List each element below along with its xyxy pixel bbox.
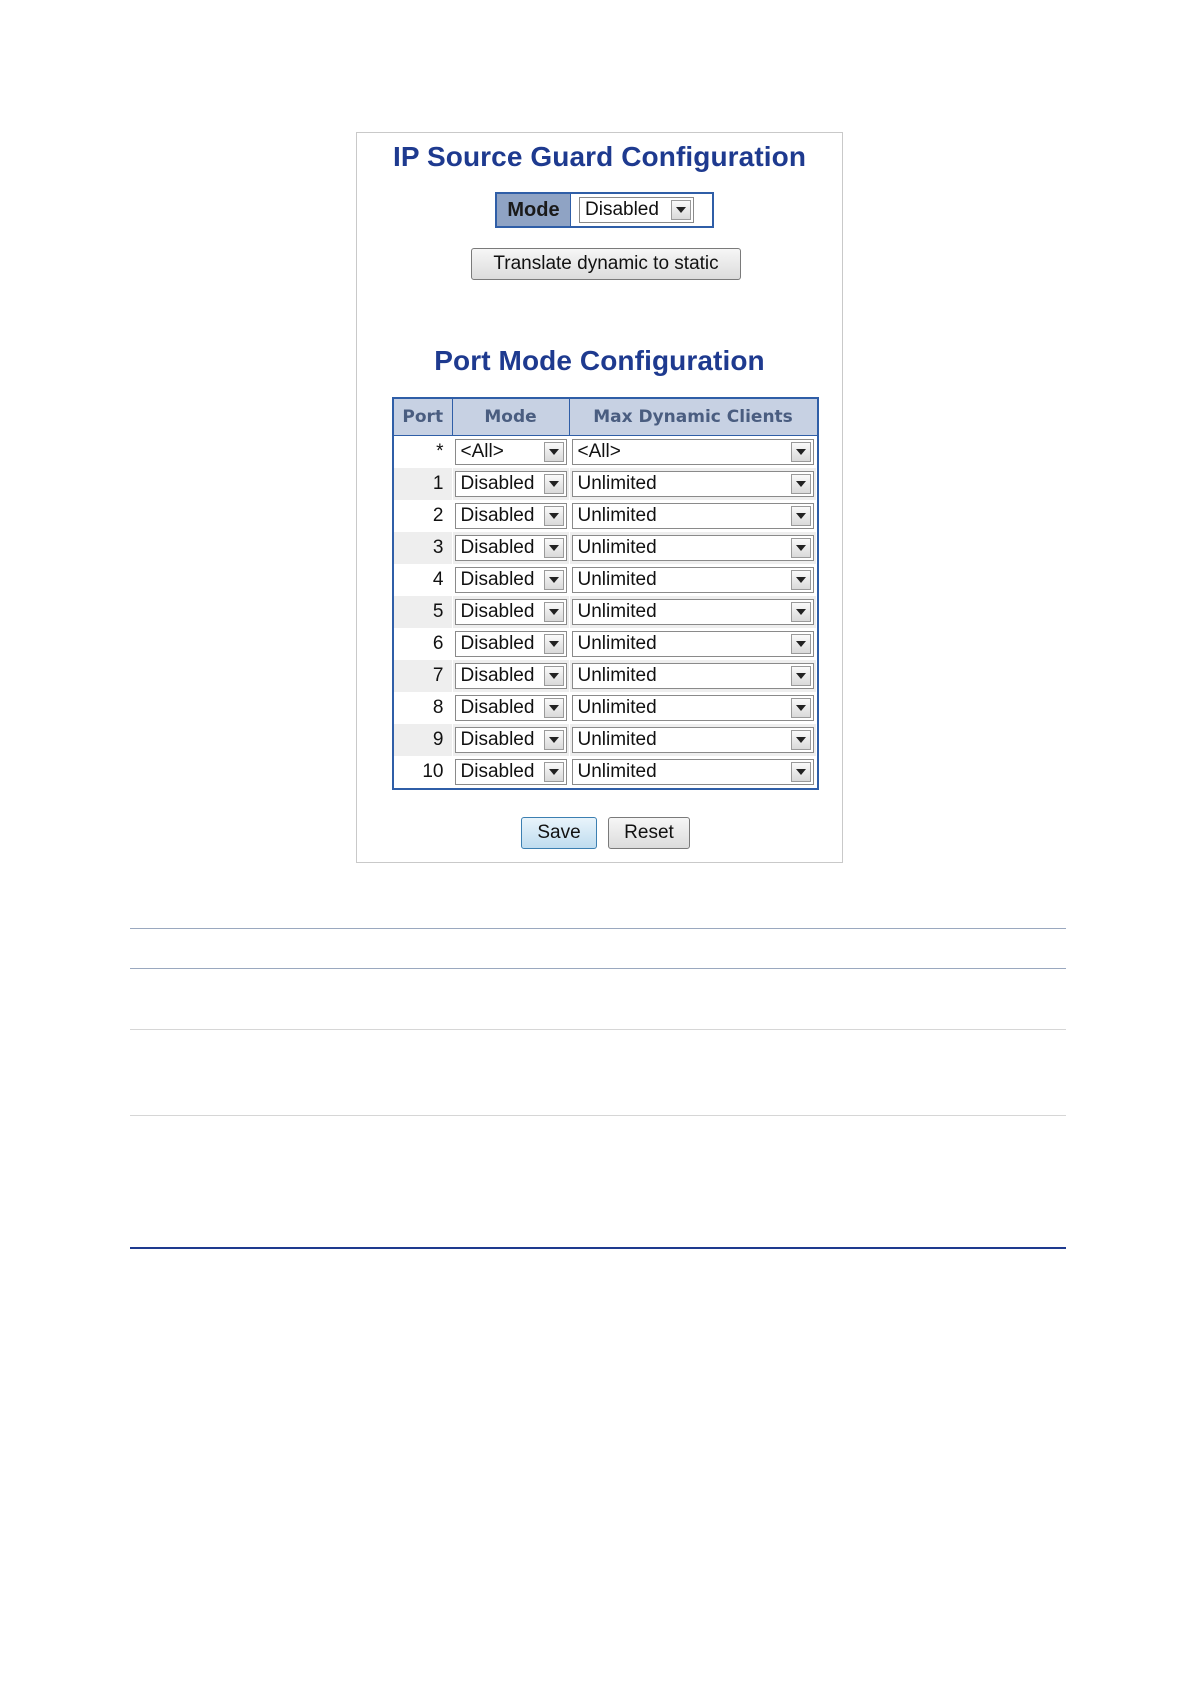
mode-select-value: Disabled <box>585 199 659 220</box>
port-cell: 8 <box>394 692 452 724</box>
page-title: IP Source Guard Configuration <box>392 141 807 172</box>
table-row <box>394 436 817 469</box>
max-clients-cell <box>569 532 817 564</box>
chevron-down-icon[interactable] <box>544 570 564 590</box>
chevron-down-icon[interactable] <box>544 474 564 494</box>
mode-cell <box>452 468 569 500</box>
chevron-down-icon[interactable] <box>544 442 564 462</box>
max-clients-cell <box>569 468 817 500</box>
mode-cell <box>452 532 569 564</box>
mode-cell <box>452 756 569 788</box>
max-dynamic-clients-value: Unlimited <box>577 473 657 494</box>
chevron-down-icon[interactable] <box>544 634 564 654</box>
port-cell: 6 <box>394 628 452 660</box>
port-mode-value: Disabled <box>460 601 535 622</box>
port-cell: 3 <box>394 532 452 564</box>
chevron-down-icon[interactable] <box>791 602 811 622</box>
port-mode-value: Disabled <box>460 569 535 590</box>
max-dynamic-clients-select[interactable] <box>572 663 815 689</box>
divider-line <box>130 1247 1066 1249</box>
table-row <box>394 596 817 628</box>
divider-line <box>130 1029 1066 1030</box>
table-row <box>394 564 817 596</box>
port-mode-select[interactable] <box>455 535 567 561</box>
mode-cell <box>452 660 569 692</box>
chevron-down-icon[interactable] <box>791 474 811 494</box>
max-clients-cell <box>569 564 817 596</box>
port-mode-select[interactable] <box>455 567 567 593</box>
port-mode-select[interactable] <box>455 503 567 529</box>
mode-cell <box>452 436 569 469</box>
port-cell: 1 <box>394 468 452 500</box>
max-dynamic-clients-select[interactable] <box>572 759 815 785</box>
max-clients-cell <box>569 756 817 788</box>
max-dynamic-clients-select[interactable] <box>572 535 815 561</box>
chevron-down-icon[interactable] <box>791 634 811 654</box>
chevron-down-icon[interactable] <box>791 698 811 718</box>
port-mode-value: Disabled <box>460 761 535 782</box>
table-row <box>394 724 817 756</box>
port-cell: 9 <box>394 724 452 756</box>
table-row <box>394 628 817 660</box>
max-dynamic-clients-value: Unlimited <box>577 729 657 750</box>
divider-line <box>130 968 1066 969</box>
chevron-down-icon[interactable] <box>791 666 811 686</box>
ip-source-guard-panel <box>356 132 843 863</box>
port-mode-select[interactable] <box>455 663 567 689</box>
max-dynamic-clients-value: Unlimited <box>577 601 657 622</box>
port-mode-value: Disabled <box>460 729 535 750</box>
max-dynamic-clients-value: Unlimited <box>577 761 657 782</box>
translate-dynamic-to-static-button[interactable]: Translate dynamic to static <box>471 248 741 280</box>
chevron-down-icon[interactable] <box>671 200 691 220</box>
chevron-down-icon[interactable] <box>544 762 564 782</box>
max-dynamic-clients-select[interactable] <box>572 471 815 497</box>
port-mode-select[interactable] <box>455 631 567 657</box>
chevron-down-icon[interactable] <box>791 730 811 750</box>
mode-cell <box>452 500 569 532</box>
chevron-down-icon[interactable] <box>544 666 564 686</box>
max-clients-cell <box>569 724 817 756</box>
max-dynamic-clients-value: Unlimited <box>577 697 657 718</box>
table-row <box>394 756 817 788</box>
max-dynamic-clients-value: Unlimited <box>577 537 657 558</box>
max-clients-cell <box>569 692 817 724</box>
port-mode-title: Port Mode Configuration <box>434 345 765 376</box>
chevron-down-icon[interactable] <box>791 506 811 526</box>
port-mode-value: Disabled <box>460 697 535 718</box>
max-dynamic-clients-select[interactable] <box>572 503 815 529</box>
port-mode-table <box>392 397 819 790</box>
port-mode-select[interactable] <box>455 471 567 497</box>
save-button[interactable]: Save <box>521 817 597 849</box>
divider-line <box>130 928 1066 929</box>
port-mode-value: Disabled <box>460 505 535 526</box>
chevron-down-icon[interactable] <box>791 570 811 590</box>
max-dynamic-clients-select[interactable] <box>572 599 815 625</box>
table-header-row <box>394 399 817 436</box>
mode-cell <box>452 596 569 628</box>
max-dynamic-clients-select[interactable] <box>572 439 815 465</box>
mode-cell <box>452 692 569 724</box>
reset-button[interactable]: Reset <box>608 817 690 849</box>
port-cell: 2 <box>394 500 452 532</box>
max-clients-cell <box>569 596 817 628</box>
max-dynamic-clients-select[interactable] <box>572 695 815 721</box>
table-row <box>394 468 817 500</box>
port-mode-value: Disabled <box>460 537 535 558</box>
port-mode-select[interactable] <box>455 727 567 753</box>
max-dynamic-clients-select[interactable] <box>572 727 815 753</box>
global-mode-row <box>495 192 714 228</box>
chevron-down-icon[interactable] <box>544 538 564 558</box>
port-mode-select[interactable] <box>455 759 567 785</box>
max-clients-cell <box>569 628 817 660</box>
chevron-down-icon[interactable] <box>544 730 564 750</box>
chevron-down-icon[interactable] <box>544 602 564 622</box>
mode-cell <box>452 564 569 596</box>
chevron-down-icon[interactable] <box>544 698 564 718</box>
max-dynamic-clients-value: Unlimited <box>577 633 657 654</box>
table-row <box>394 532 817 564</box>
mode-cell <box>452 628 569 660</box>
port-cell: * <box>394 436 452 469</box>
port-cell: 4 <box>394 564 452 596</box>
table-row <box>394 500 817 532</box>
divider-line <box>130 1115 1066 1116</box>
mode-cell <box>571 194 712 226</box>
chevron-down-icon[interactable] <box>791 538 811 558</box>
port-cell: 5 <box>394 596 452 628</box>
max-clients-cell <box>569 500 817 532</box>
port-mode-select[interactable] <box>455 439 567 465</box>
max-clients-cell <box>569 436 817 469</box>
port-mode-value: Disabled <box>460 665 535 686</box>
port-mode-value: Disabled <box>460 633 535 654</box>
mode-cell <box>452 724 569 756</box>
table-row <box>394 692 817 724</box>
chevron-down-icon[interactable] <box>544 506 564 526</box>
max-dynamic-clients-value: Unlimited <box>577 665 657 686</box>
port-mode-select[interactable] <box>455 599 567 625</box>
max-dynamic-clients-select[interactable] <box>572 631 815 657</box>
mode-label: Mode <box>497 194 571 226</box>
port-mode-value: Disabled <box>460 473 535 494</box>
max-dynamic-clients-select[interactable] <box>572 567 815 593</box>
column-header-port: Port <box>394 399 452 436</box>
max-clients-cell <box>569 660 817 692</box>
max-dynamic-clients-value: Unlimited <box>577 505 657 526</box>
mode-select[interactable] <box>579 197 694 223</box>
chevron-down-icon[interactable] <box>791 762 811 782</box>
column-header-max-dynamic-clients: Max Dynamic Clients <box>569 399 817 436</box>
max-dynamic-clients-value: Unlimited <box>577 569 657 590</box>
port-mode-value: <All> <box>460 441 504 462</box>
column-header-mode: Mode <box>452 399 569 436</box>
port-cell: 10 <box>394 756 452 788</box>
chevron-down-icon[interactable] <box>791 442 811 462</box>
max-dynamic-clients-value: <All> <box>577 441 621 462</box>
port-cell: 7 <box>394 660 452 692</box>
table-row <box>394 660 817 692</box>
port-mode-select[interactable] <box>455 695 567 721</box>
